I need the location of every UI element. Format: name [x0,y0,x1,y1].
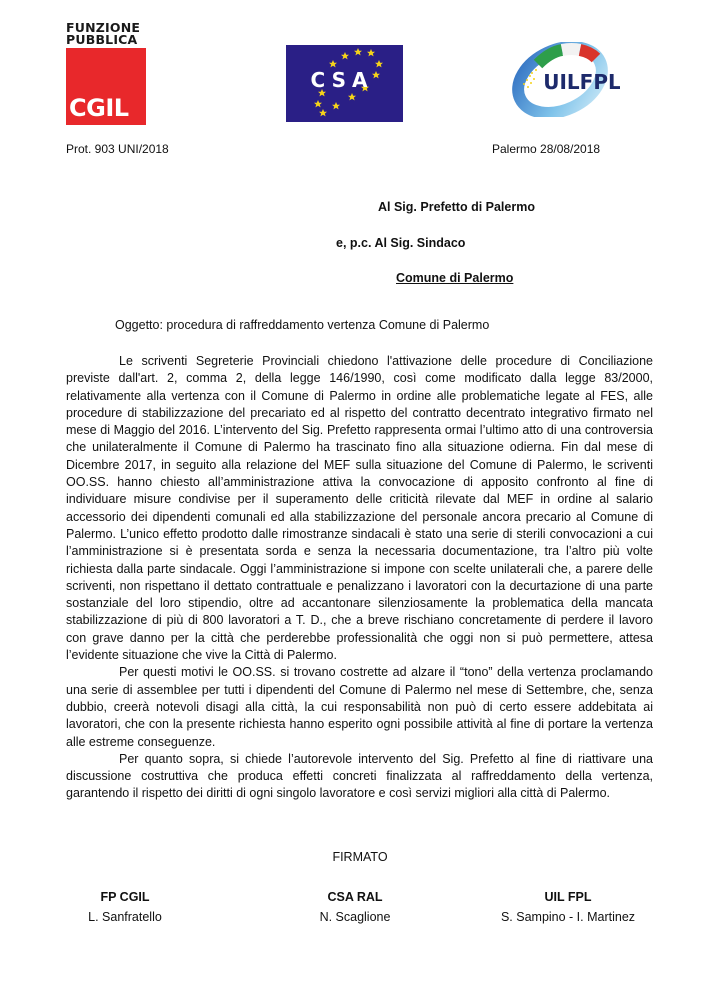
uil-ring-icon [510,42,620,117]
signature-names: L. Sanfratello [88,910,162,924]
signature-block [35,887,215,927]
signature-org: FP CGIL [100,890,150,904]
signature-names: N. Scaglione [319,910,391,924]
letter-body [66,353,653,803]
csa-logo-text: CSA [310,68,374,92]
signed-label: FIRMATO [332,850,388,864]
signature-block [478,887,658,927]
protocol-number: Prot. 903 UNI/2018 [66,142,169,156]
cgil-logo-line2: PUBBLICA [66,32,138,47]
signature-org: CSA RAL [327,890,383,904]
cgil-logo-text: CGIL [69,94,129,122]
addressee-prefect: Al Sig. Prefetto di Palermo [378,200,535,214]
addressee-mayor: e, p.c. Al Sig. Sindaco [336,236,466,250]
uilfpl-logo [510,42,620,117]
place-date: Palermo 28/08/2018 [492,142,601,156]
uil-logo-text: UILFPL [543,70,620,94]
body-paragraph: Per quanto sopra, si chiede l’autorevole intervento del Sig. Prefetto al fine di riattivare una discussione costruttiva che produca effetti concreti finalizzata al raffreddamento della vertenza, garantendo il rispetto dei diritti di ogni singolo lavoratore e così servizi migliori alla città di Palermo. [66,751,653,801]
body-paragraph: Le scriventi Segreterie Provinciali chiedono l'attivazione delle procedure di Conciliazione previste dall'art. 2, comma 2, della legge 146/1990, così come modificato dalla legge 83/2000, relativamente alla vertenza con il Comune di Palermo in ordine alle problematiche legate al FES, alle procedure di stabilizzazione del precariato ed al rispetto del contratto decentrato integrativo firmato nel mese di Maggio del 2016. L’intervento del Sig. Prefetto rappresenta ormai l’ultimo atto di una controversia che unilateralmente il Comune di Palermo ha trascinato fino alla situazione odierna. Fin dal mese di Dicembre 2017, in seguito alla relazione del MEF sulla situazione del Comune di Palermo, le scriventi OO.SS. hanno chiesto all’amministrazione attiva la convocazione di apposito confronto al fine di individuare misure condivise per il superamento delle criticità rilevate dal MEF in ordine al salario accessorio dei dipendenti comunali ed alla stabilizzazione del personale ancora precario al Comune di Palermo. L’unico effetto prodotto dalle rimostranze sindacali è stato una serie di sterili convocazioni a cui l’amministrazione si è presentata sorda e senza la necessaria documentazione, tra l’altro più volte richiesta dalla parte sindacale. Oggi l’amministrazione si impone con scelte unilaterali che, a parere delle scriventi, non rispettano il dettato contrattuale e penalizzano i lavoratori con la decurtazione di una parte sostanziale del loro stipendio, oltre ad accantonare silenziosamente la problematica della mancata stabilizzazione di più di 800 lavoratori a T. D., che a breve rischiano concretamente di perdere il lavoro con grave danno per la città che perderebbe professionalità che oggi non si può permettere, attesa l’evidente situazione che vive la Città di Palermo. [66,354,653,663]
signature-names: S. Sampino - I. Martinez [500,910,636,924]
body-paragraph: Per questi motivi le OO.SS. si trovano costrette ad alzare il “tono” della vertenza proclamando una serie di assemblee per tutti i dipendenti del Comune di Palermo nel mese di Settembre, che, senza dubbio, creerà notevoli disagi alla città, la cui responsabilità non può di certo essere addebitata ai lavoratori, che con la presente richiesta hanno esperito ogni possibile attività al fine di portare la vertenza alle estreme conseguenze. [66,665,653,749]
signature-block [265,887,445,927]
signature-org: UIL FPL [544,890,592,904]
cgil-red-box [66,48,146,125]
cgil-logo [66,22,146,125]
csa-stars-icon [286,45,403,122]
cgil-logo-line1: FUNZIONE [66,20,141,35]
addressee-municipality: Comune di Palermo [396,271,514,285]
subject-line: Oggetto: procedura di raffreddamento vertenza Comune di Palermo [115,318,490,332]
csa-logo [286,45,403,122]
